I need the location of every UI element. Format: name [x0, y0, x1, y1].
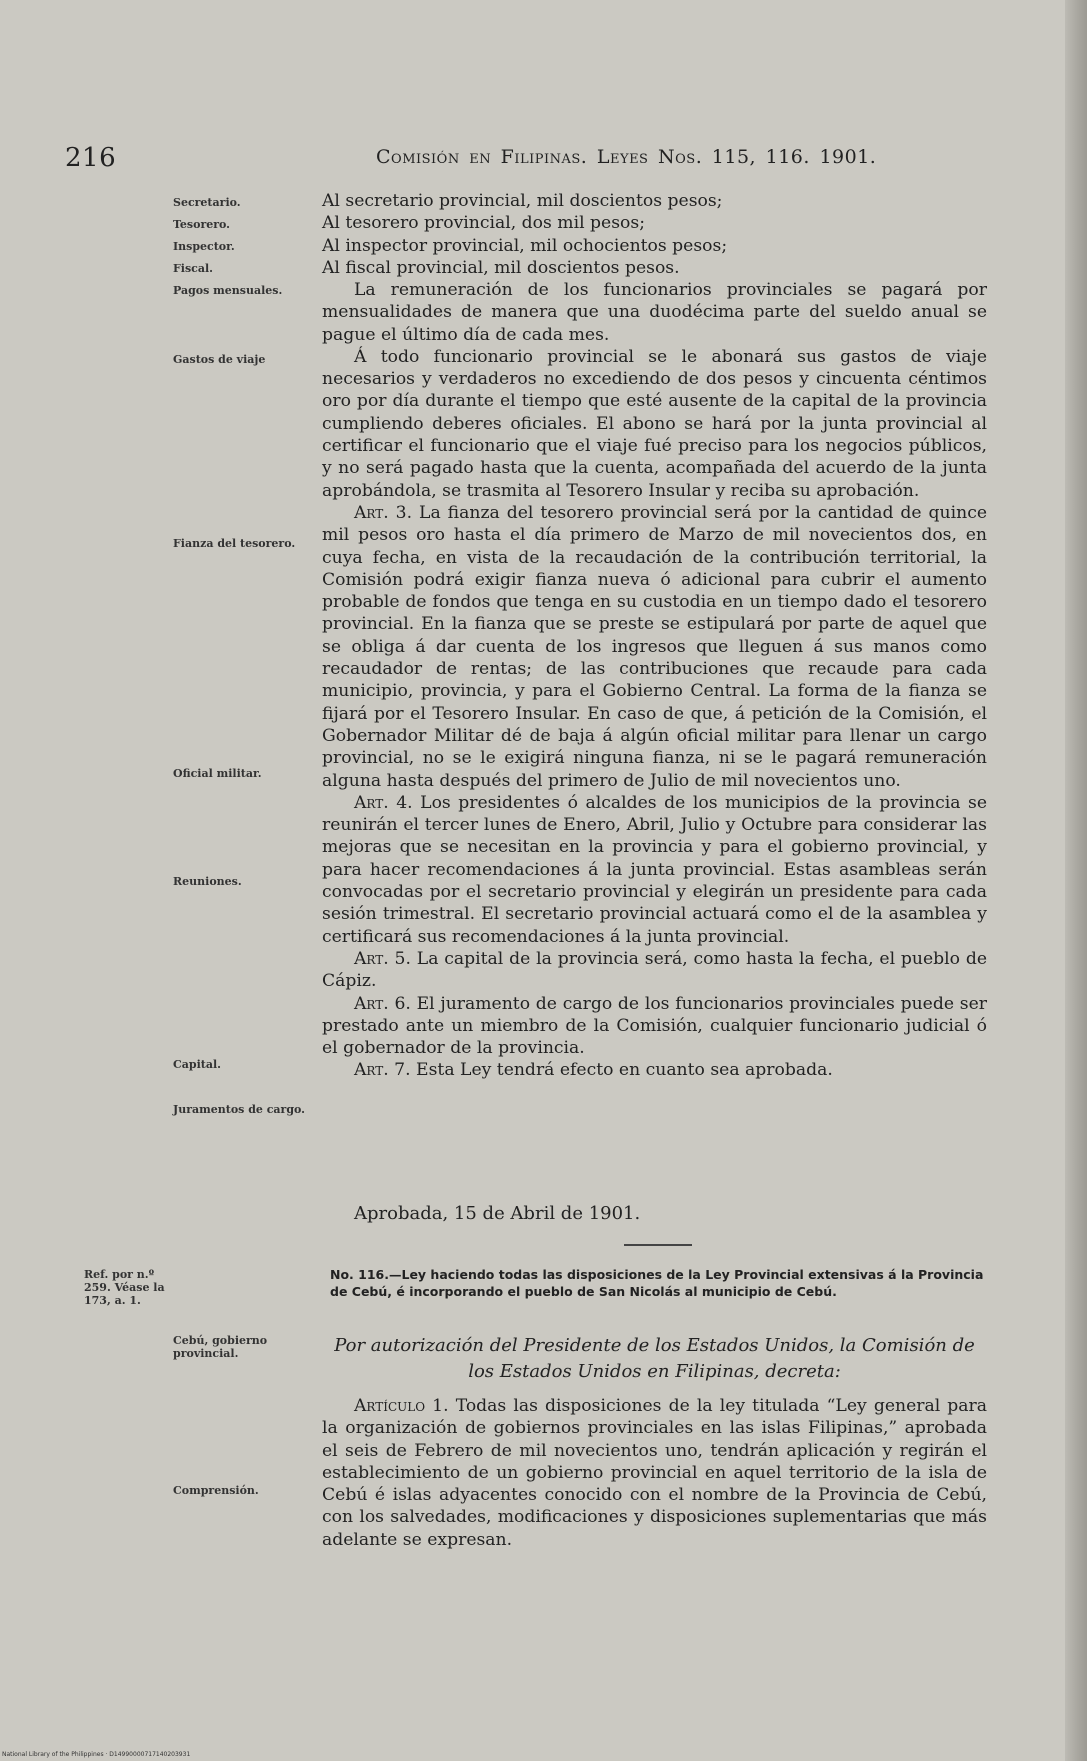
article-text: Esta Ley tendrá efecto en cuanto sea aprobada. [416, 1060, 833, 1081]
page-number: 216 [65, 143, 117, 173]
margin-note-capital: Capital. [173, 1058, 221, 1071]
article-label: Art. 7. [354, 1060, 411, 1081]
article-text: Todas las disposiciones de la ley titulada “Ley general para la organización de gobiernos provinciales en las islas Filipinas,” aprobada el seis de Febrero de mil novecientos uno, tendrán aplicación y regirán el establecimiento de un gobierno provincial en aquel territorio de la isla de Cebú é islas adyacentes conocido con el nombre de la Provincia de Cebú, con los salvedades, modificaciones y disposiciones suplementarias que más adelante se expresan. [322, 1396, 988, 1550]
salary-list [322, 190, 987, 279]
margin-note-gastos: Gastos de viaje [173, 353, 266, 366]
paragraph-art7 [322, 1059, 987, 1081]
margin-note-comprension: Comprensión. [173, 1484, 259, 1497]
paragraph-art4 [322, 792, 987, 948]
margin-note-fianza: Fianza del tesorero. [173, 537, 296, 550]
law-116-title: No. 116.—Ley haciendo todas las disposiciones de la Ley Provincial extensivas á la Provincia de Cebú, é incorporando el pueblo de San Nicolás al municipio de Cebú. [330, 1267, 984, 1299]
paragraph-art6 [322, 993, 987, 1060]
paragraph-pagos: La remuneración de los funcionarios provinciales se pagará por mensualidades de manera que una duodécima parte del sueldo anual se pague el último día de cada mes. [322, 280, 987, 345]
margin-note-secretario: Secretario. [173, 196, 241, 209]
article-text: Los presidentes ó alcaldes de los municipios de la provincia se reunirán el tercer lunes de Enero, Abril, Julio y Octubre para considerar las mejoras que se necesitan en la provincia y para el gobierno provincial, y para hacer recomendaciones á la junta provincial. Estas asambleas serán convocadas por el secretario provincial y elegirán un presidente para cada sesión trimestral. El secretario provincial actuará como el de la asamblea y certificará sus recomendaciones á la junta provincial. [322, 792, 987, 947]
paragraph-art5 [322, 948, 987, 993]
article-label: Artículo 1. [354, 1396, 449, 1416]
article-text: El juramento de cargo de los funcionarios provinciales puede ser prestado ante un miembro de la Comisión, cualquier funcionario judicial ó el gobernador de la provincia. [322, 993, 987, 1059]
salary-line: Al fiscal provincial, mil doscientos pesos. [322, 257, 680, 278]
article-label: Art. 3. [354, 502, 413, 523]
scan-footer: National Library of the Philippines · D14990000717140203931 [2, 1751, 191, 1758]
article-text: La fianza del tesorero provincial será por la cantidad de quince mil pesos oro hasta el día primero de Marzo de mil novecientos dos, en cuya fecha, en vista de la recaudación de la contribución territorial, la Comisión podrá exigir fianza nueva ó adicional para cubrir el aumento probable de fondos que tenga en su custodia en un tiempo dado el tesorero provincial. En la fianza que se preste se estipulará por parte de aquel que se obliga á dar cuenta de los ingresos que lleguen á sus manos como recaudador de rentas; de las contribuciones que recaude para cada municipio, provincia, y para el Gobierno Central. La forma de la fianza se fijará por el Tesorero Insular. En caso de que, á petición de la Comisión, el Gobernador Militar dé de baja á algún oficial militar para llenar un cargo provincial, no se le exigirá ninguna fianza, ni se le pagará remuneración alguna hasta después del primero de Julio de mil novecientos uno. [322, 502, 987, 791]
paragraph-gastos: Á todo funcionario provincial se le abonará sus gastos de viaje necesarios y verdaderos no excediendo de dos pesos y cincuenta céntimos oro por día durante el tiempo que esté ausente de la capital de la provincia cumpliendo deberes oficiales. El abono se hará por la junta provincial al certificar el funcionario que el viaje fué preciso para los negocios públicos, y no será pagado hasta que la cuenta, acompañada del acuerdo de la junta aprobándola, se trasmita al Tesorero Insular y reciba su aprobación. [322, 346, 987, 501]
running-title: Comisión en Filipinas. Leyes Nos. 115, 116. 1901. [376, 146, 877, 168]
margin-note-tesorero: Tesorero. [173, 218, 231, 231]
margin-note-ref: Ref. por n.º 259. Véase la 173, a. 1. [84, 1268, 165, 1307]
margin-note-fiscal: Fiscal. [173, 262, 214, 275]
salary-line: Al secretario provincial, mil doscientos pesos; [322, 191, 723, 211]
margin-note-cebu: Cebú, gobierno provincial. [173, 1334, 268, 1360]
margin-note-inspector: Inspector. [173, 240, 235, 253]
salary-line: Al inspector provincial, mil ochocientos pesos; [322, 235, 728, 256]
article-label: Art. 6. [354, 993, 411, 1014]
law-116-decree: Por autorización del Presidente de los Estados Unidos, la Comisión de los Estados Unidos en Filipinas, decreta: [334, 1335, 975, 1382]
margin-note-juramentos: Juramentos de cargo. [173, 1103, 306, 1116]
article-text: La capital de la provincia será, como hasta la fecha, el pueblo de Cápiz. [322, 948, 987, 992]
section-divider [624, 1244, 692, 1246]
margin-note-oficial: Oficial militar. [173, 767, 262, 780]
law-116-article-1 [322, 1395, 987, 1551]
scan-edge [1065, 0, 1087, 1761]
approval-date: Aprobada, 15 de Abril de 1901. [354, 1203, 641, 1224]
margin-note-reuniones: Reuniones. [173, 875, 242, 888]
salary-line: Al tesorero provincial, dos mil pesos; [322, 213, 646, 234]
page-header [65, 143, 945, 173]
paragraph-art3 [322, 502, 987, 792]
article-label: Art. 4. [354, 792, 413, 813]
margin-note-pagos: Pagos mensuales. [173, 284, 283, 297]
article-label: Art. 5. [354, 948, 411, 969]
main-text [322, 279, 987, 1082]
